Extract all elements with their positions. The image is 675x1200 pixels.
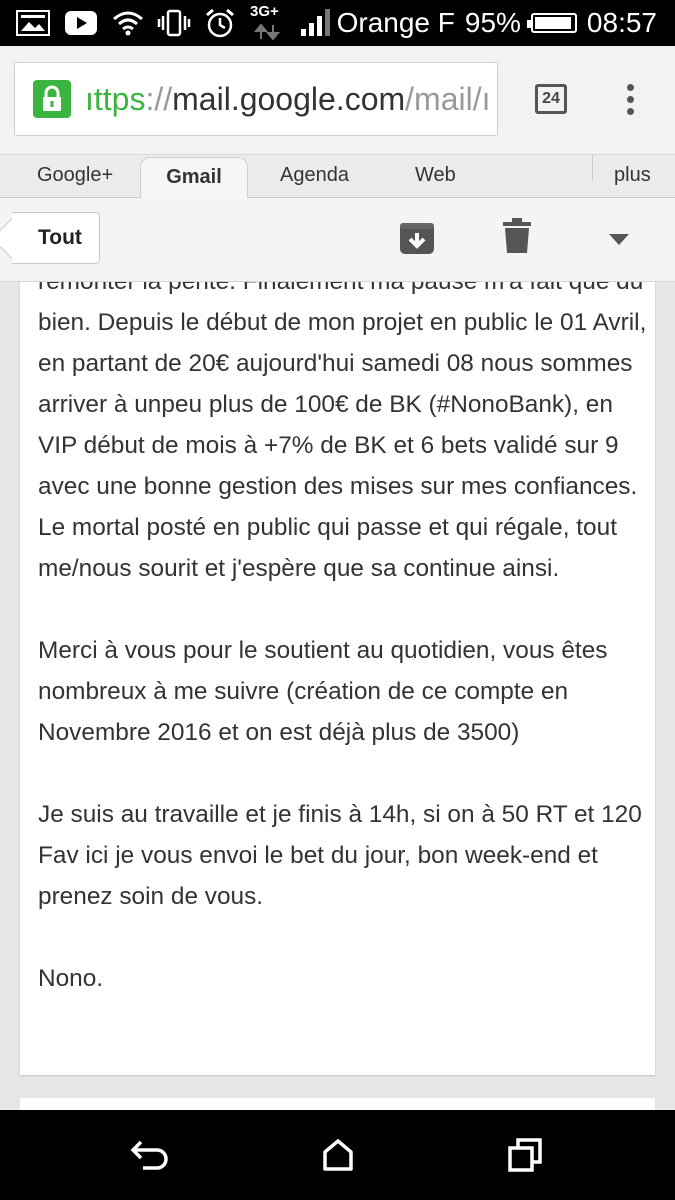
signal-icon [300,9,330,37]
home-icon[interactable] [322,1138,354,1172]
vibrate-icon [158,9,190,37]
youtube-icon [64,10,98,36]
trash-icon[interactable] [503,218,531,254]
archive-icon[interactable] [399,220,435,256]
tab-agenda[interactable]: Agenda [280,164,349,186]
tab-switcher-button[interactable] [535,84,567,114]
browser-toolbar [0,46,675,154]
email-body [38,261,648,999]
lock-icon [33,80,71,118]
recent-apps-icon[interactable] [508,1138,542,1172]
picture-notification-icon [16,10,50,36]
carrier-name: Orange F [336,7,455,38]
email-paragraph: bien. Depuis le début de mon projet en public le 01 Avril, en partant de 20€ aujourd'hui samedi 08 nous sommes arriver à unpeu plus de 100€ de BK (#NonoBank), en VIP début de mois à +7% de BK et 6 bets validé sur 9 avec une bonne gestion des mises sur mes confiances. Le mortal posté en public qui passe et qui régale, tout me/nous sourit et j'espère que sa continue ainsi. [38,309,647,582]
overflow-menu-icon[interactable] [622,84,638,124]
address-bar[interactable] [14,62,498,136]
tab-web[interactable]: Web [415,164,456,186]
email-paragraph: Je suis au travaille et je finis à 14h, si on à 50 RT et 120 Fav ici je vous envoi le bet du jour, bon week-end et prenez soin de vous. [38,801,642,910]
email-content-area[interactable] [0,282,675,1110]
dropdown-icon[interactable] [609,234,629,246]
tab-count: 24 [542,90,560,107]
email-signature: Nono. [38,965,104,992]
email-paragraph: Merci à vous pour le soutient au quotidien, vous êtes nombreux à me suivre (création de ce compte en Novembre 2016 et on est déjà plus de 3500) [38,637,608,746]
network-3g-icon: 3G+ [250,3,286,43]
tab-gmail[interactable]: Gmail [140,157,248,198]
alarm-icon [204,8,236,38]
tab-divider [592,155,593,181]
url-text: ıttps://mail.google.com/mail/ı [85,80,491,117]
google-bar [0,154,675,198]
battery-icon [531,13,577,33]
tab-plus[interactable]: plus [614,164,651,186]
battery-percent: 95% [464,7,521,38]
message-action-bar [0,198,675,282]
status-bar [0,0,675,46]
back-icon[interactable] [131,1140,169,1172]
tab-google-plus[interactable]: Google+ [37,164,114,186]
navigation-bar [0,1110,675,1200]
wifi-icon [112,10,144,36]
clock: 08:57 [586,7,657,38]
back-to-inbox-button[interactable]: Tout [12,212,100,264]
